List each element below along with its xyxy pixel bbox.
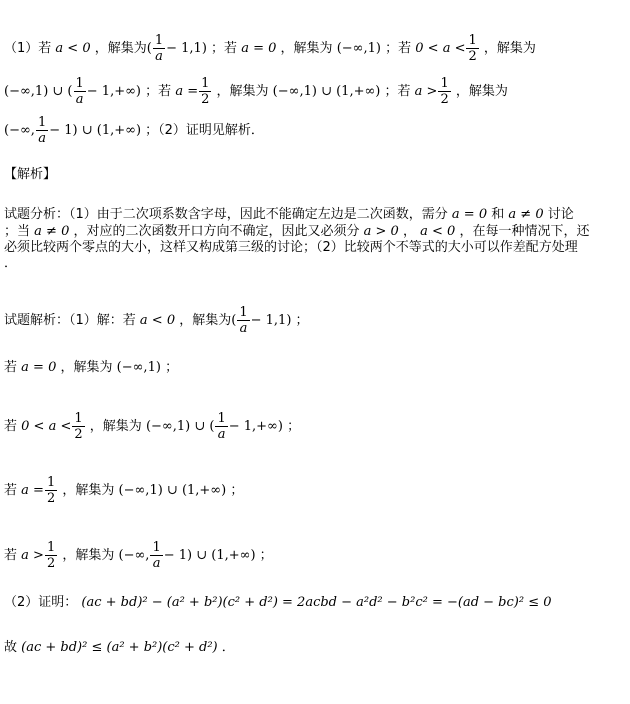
fraction-denominator: a: [239, 321, 248, 336]
solution-label: 试题解析：（1）解：若: [4, 313, 136, 328]
answer-line-3: [4, 115, 264, 146]
text-and: 和: [491, 207, 505, 222]
fraction-denominator: 2: [46, 491, 56, 506]
interval-end: − 1,+∞): [228, 419, 283, 434]
fraction-one-half: [72, 411, 84, 442]
fraction-numerator: 1: [74, 411, 83, 426]
section-heading: 【解析】: [4, 167, 57, 182]
fraction-one-half: [45, 475, 57, 506]
fraction-denominator: 2: [201, 92, 210, 107]
fraction-1-over-a: [36, 115, 48, 146]
solution-line-3: [4, 411, 300, 442]
text-semicolon: ；: [259, 548, 273, 563]
fraction-denominator: a: [38, 131, 46, 146]
fraction-denominator: 2: [440, 92, 449, 107]
text-if: 若: [4, 419, 18, 434]
condition-a-nonzero: a ≠ 0: [508, 207, 544, 222]
fraction-denominator: a: [152, 556, 161, 571]
text-proof-reference: ；（2）证明见解析．: [145, 123, 264, 138]
interval-union-end: − 1) ∪ (1,+∞): [163, 548, 256, 563]
condition-a-negative: a < 0: [55, 41, 91, 56]
solution-line-2: [4, 360, 178, 376]
fraction-numerator: 1: [154, 33, 164, 48]
paren-open: (: [231, 313, 237, 328]
text-semicolon: ；: [287, 419, 301, 434]
proof-conclusion: (ac + bd)² ≤ (a² + b²)(c² + d²): [21, 640, 218, 655]
interval-union-start: (−∞,1) ∪ (: [4, 84, 73, 99]
fraction-one-half: [466, 33, 478, 64]
interval-end: − 1,1): [166, 41, 207, 56]
solution-line-1: [4, 305, 309, 336]
fraction-numerator: 1: [217, 411, 226, 426]
proof-line-2: [4, 640, 235, 656]
text-solution-set: ，解集为: [62, 548, 115, 563]
interval-end: − 1,1): [250, 313, 292, 328]
interval-union-start: (−∞,1) ∪ (: [145, 419, 215, 434]
interval-end: − 1,+∞): [86, 84, 142, 99]
fraction-denominator: 2: [74, 427, 83, 442]
text-semicolon: ；: [295, 313, 309, 328]
fraction-numerator: 1: [239, 305, 248, 320]
solution-line-5: [4, 540, 273, 571]
interval-union: (−∞,1) ∪ (1,+∞): [272, 84, 381, 99]
condition-a-negative: a < 0: [139, 313, 176, 328]
fraction-1-over-a: [237, 305, 249, 336]
fraction-numerator: 1: [440, 76, 449, 91]
interval-start: (−∞,: [118, 548, 150, 563]
text-solution-set: ，解集为: [60, 360, 113, 375]
fraction-one-half: [438, 76, 450, 107]
analysis-line-4: ．: [4, 256, 18, 271]
text-solution-set: ，解集为: [62, 483, 115, 498]
condition-equal: a =: [21, 483, 44, 498]
fraction-numerator: 1: [37, 115, 47, 130]
condition-a-positive: a > 0: [363, 224, 399, 239]
fraction-numerator: 1: [468, 33, 477, 48]
fraction-numerator: 1: [152, 540, 161, 555]
condition-a-zero: a = 0: [21, 360, 57, 375]
condition-range: 0 < a <: [415, 41, 466, 56]
condition-a-zero: a = 0: [241, 41, 277, 56]
analysis-line-1: [4, 207, 574, 223]
fraction-numerator: 1: [201, 76, 210, 91]
fraction-1-over-a: [150, 540, 162, 571]
analysis-line-2: [4, 224, 589, 240]
solution-line-4: [4, 475, 243, 506]
text-semicolon: ；: [230, 483, 244, 498]
fraction-1-over-a: [74, 76, 86, 107]
answer-line-1: [4, 33, 536, 64]
text-if: 若: [4, 548, 18, 563]
interval-start: (−∞,: [4, 123, 35, 138]
fraction-numerator: 1: [46, 475, 56, 490]
text-if: 若: [4, 360, 18, 375]
paren-open: (: [146, 41, 152, 56]
fraction-denominator: a: [75, 92, 84, 107]
fraction-one-half: [199, 76, 211, 107]
fraction-denominator: a: [217, 427, 226, 442]
text-if: ；若: [211, 41, 238, 56]
text-solution-set: ，解集为: [179, 313, 232, 328]
condition-equal: a =: [175, 84, 199, 99]
condition-greater: a >: [414, 84, 438, 99]
text-if: ；若: [145, 84, 172, 99]
fraction-numerator: 1: [46, 540, 56, 555]
answer-part-1-label: （1）若: [4, 41, 52, 56]
condition-a-zero: a = 0: [451, 207, 488, 222]
text-therefore: 故: [4, 640, 18, 655]
text-solution-set: ，解集为: [216, 84, 269, 99]
analysis-text: ，对应的二次函数开口方向不确定，因此又必须分: [73, 224, 360, 239]
interval-neg-inf-1: (−∞,1): [116, 360, 161, 375]
text-if: 若: [4, 483, 18, 498]
text-discuss: 讨论: [547, 207, 574, 222]
text-solution-set: ，解集为: [455, 84, 508, 99]
condition-range: 0 < a <: [21, 419, 72, 434]
analysis-text: ，在每一种情况下，还: [459, 224, 590, 239]
text-period: ．: [221, 640, 235, 655]
text-solution-set: ，解集为: [280, 41, 333, 56]
text-solution-set: ，解集为: [483, 41, 536, 56]
fraction-1-over-a: [215, 411, 227, 442]
text-solution-set: ，解集为: [94, 41, 147, 56]
fraction-one-half: [45, 540, 57, 571]
fraction-denominator: 2: [46, 556, 56, 571]
interval-union: (−∞,1) ∪ (1,+∞): [118, 483, 227, 498]
proof-line-1: [4, 595, 552, 611]
analysis-line-3: 必须比较两个零点的大小，这样又构成第三级的讨论；（2）比较两个不等式的大小可以作差配方处理: [4, 240, 578, 255]
condition-a-negative: a < 0: [420, 224, 456, 239]
condition-a-nonzero: a ≠ 0: [34, 224, 70, 239]
analysis-text: 试题分析：（1）由于二次项系数含字母，因此不能确定左边是二次函数，需分: [4, 207, 448, 222]
text-comma: ，: [402, 224, 416, 239]
text-semicolon: ；: [165, 360, 179, 375]
fraction-denominator: 2: [468, 49, 477, 64]
text-solution-set: ，解集为: [89, 419, 142, 434]
text-if: ；若: [384, 84, 411, 99]
condition-greater: a >: [21, 548, 44, 563]
interval-union-end: − 1) ∪ (1,+∞): [49, 123, 142, 138]
proof-label: （2）证明：: [4, 595, 78, 610]
text-if: ；若: [385, 41, 412, 56]
fraction-denominator: a: [155, 49, 163, 64]
proof-equation: (ac + bd)² − (a² + b²)(c² + d²) = 2acbd − a²d² − b²c² = −(ad − bc)² ≤ 0: [81, 595, 552, 610]
text-when: ；当: [4, 224, 31, 239]
answer-line-2: [4, 76, 508, 107]
fraction-numerator: 1: [75, 76, 84, 91]
fraction-1-over-a: [153, 33, 165, 64]
interval-neg-inf-1: (−∞,1): [336, 41, 381, 56]
